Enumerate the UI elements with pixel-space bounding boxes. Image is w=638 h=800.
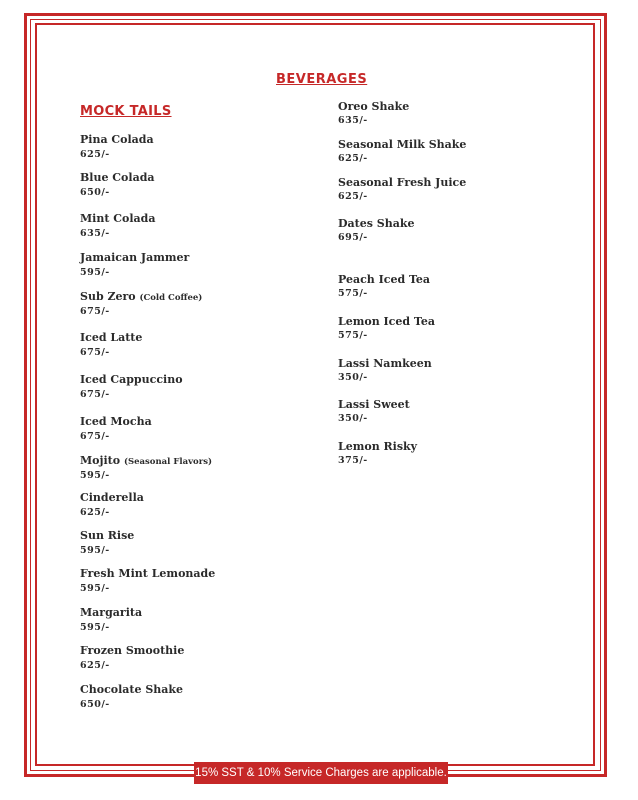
- menu-item: [338, 440, 417, 467]
- item-name: Chocolate Shake: [80, 683, 184, 696]
- menu-border-accent-left: [30, 19, 31, 771]
- item-price: 650/-: [80, 187, 110, 198]
- item-name: Frozen Smoothie: [80, 644, 185, 657]
- item-name: Lemon Iced Tea: [338, 315, 435, 328]
- item-price: 350/-: [338, 372, 368, 383]
- item-name: Jamaican Jammer: [80, 251, 190, 264]
- item-price: 625/-: [80, 149, 110, 160]
- menu-item: [338, 100, 409, 127]
- item-name: Fresh Mint Lemonade: [80, 567, 216, 580]
- item-price: 595/-: [80, 470, 110, 481]
- menu-item: [80, 606, 142, 634]
- item-price: 650/-: [80, 699, 110, 710]
- item-price: 635/-: [80, 228, 110, 239]
- item-price: 595/-: [80, 622, 110, 633]
- item-name: Iced Cappuccino: [80, 373, 183, 386]
- item-price: 675/-: [80, 306, 110, 317]
- menu-item: [80, 290, 202, 318]
- menu-item: [338, 176, 466, 203]
- item-price: 575/-: [338, 330, 368, 341]
- menu-item: [80, 415, 152, 443]
- item-name: Iced Latte: [80, 331, 143, 344]
- menu-item: [80, 454, 212, 482]
- item-name: Lassi Namkeen: [338, 357, 432, 370]
- item-name: Peach Iced Tea: [338, 273, 431, 286]
- item-price: 675/-: [80, 389, 110, 400]
- page-title: BEVERAGES: [276, 72, 368, 87]
- menu-item: [80, 251, 189, 279]
- item-price: 675/-: [80, 431, 110, 442]
- menu-item: [338, 315, 435, 342]
- item-name: Mint Colada: [80, 212, 156, 225]
- item-name: Iced Mocha: [80, 415, 152, 428]
- menu-item: [338, 217, 414, 244]
- item-price: 695/-: [338, 232, 368, 243]
- item-name: Sub Zero (Cold Coffee): [80, 290, 203, 303]
- item-price: 625/-: [80, 507, 110, 518]
- menu-border-accent-right: [600, 19, 601, 771]
- item-price: 595/-: [80, 545, 110, 556]
- service-charge-notice: 15% SST & 10% Service Charges are applicable.: [194, 762, 448, 784]
- menu-item: [80, 491, 144, 519]
- item-price: 595/-: [80, 583, 110, 594]
- section-title-mocktails: MOCK TAILS: [80, 104, 172, 119]
- item-price: 635/-: [338, 115, 368, 126]
- item-price: 625/-: [338, 153, 368, 164]
- item-name: Blue Colada: [80, 171, 155, 184]
- item-price: 625/-: [338, 191, 368, 202]
- menu-item: [80, 373, 183, 401]
- menu-item: [80, 529, 134, 557]
- item-name: Mojito (Seasonal Flavors): [80, 454, 213, 467]
- item-name: Lassi Sweet: [338, 398, 410, 411]
- item-name: Dates Shake: [338, 217, 415, 230]
- menu-item: [80, 171, 155, 199]
- item-name: Sun Rise: [80, 529, 135, 542]
- item-price: 595/-: [80, 267, 110, 278]
- item-name: Seasonal Milk Shake: [338, 138, 467, 151]
- menu-item: [80, 683, 183, 711]
- item-name: Pina Colada: [80, 133, 154, 146]
- menu-item: [80, 212, 155, 240]
- item-price: 625/-: [80, 660, 110, 671]
- item-name: Lemon Risky: [338, 440, 418, 453]
- item-price: 375/-: [338, 455, 368, 466]
- item-price: 350/-: [338, 413, 368, 424]
- menu-item: [80, 331, 142, 359]
- item-name: Oreo Shake: [338, 100, 410, 113]
- menu-item: [338, 357, 432, 384]
- menu-item: [80, 644, 184, 672]
- menu-item: [80, 133, 154, 161]
- item-name: Cinderella: [80, 491, 144, 504]
- item-name: Margarita: [80, 606, 143, 619]
- menu-item: [338, 138, 466, 165]
- item-price: 675/-: [80, 347, 110, 358]
- menu-item: [338, 398, 410, 425]
- menu-border-accent-top: [30, 19, 601, 20]
- menu-item: [80, 567, 215, 595]
- menu-item: [338, 273, 430, 300]
- item-price: 575/-: [338, 288, 368, 299]
- item-name: Seasonal Fresh Juice: [338, 176, 467, 189]
